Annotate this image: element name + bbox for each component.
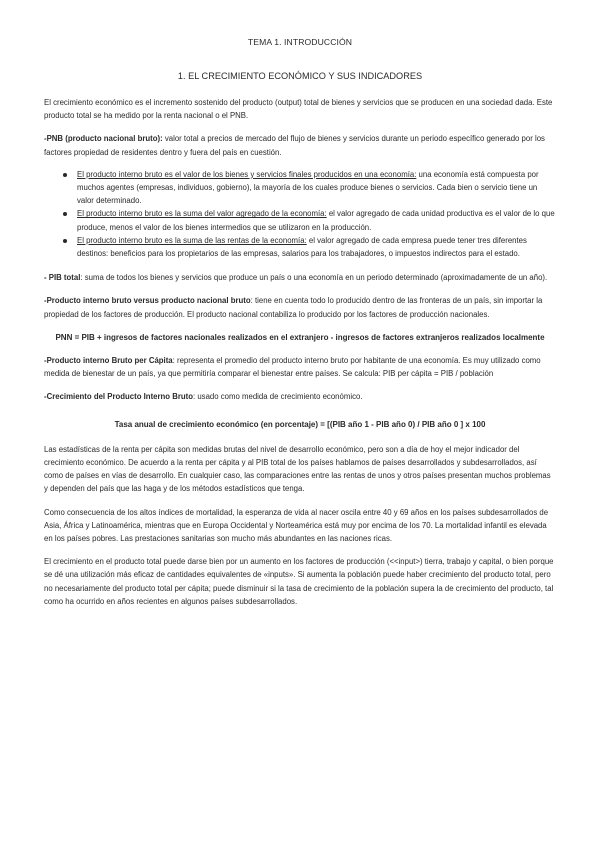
pib-per-capita-text: : representa el promedio del producto interno bruto por habitante de una economía. Es muy utilizado como medida de bienestar de un país, ya que permitiría comparar el bienestar entre países. Se calcula: PIB per cápita = PIB / población bbox=[44, 356, 541, 379]
pib-vs-pnb-text: : tiene en cuenta todo lo producido dentro de las fronteras de un país, sin importar la propiedad de los factores de producción. El producto nacional contabiliza lo producido por los factores de producción nacionales. bbox=[44, 296, 543, 319]
intro-paragraph: El crecimiento económico es el incremento sostenido del producto (output) total de bienes y servicios que se producen en una sociedad dada. Este producto total se ha medido por la renta nacional o el PNB. bbox=[44, 98, 553, 121]
pnb-text: valor total a precios de mercado del flujo de bienes y servicios durante un periodo específico generado por los factores propiedad de residentes dentro y fuera del país en cuestión. bbox=[44, 134, 545, 157]
bullet-icon bbox=[63, 239, 67, 243]
pnn-formula: PNN = PIB + ingresos de factores nacionales realizados en el extranjero - ingresos de factores extranjeros realizados localmente bbox=[55, 332, 545, 342]
mortality-paragraph: Como consecuencia de los altos índices de mortalidad, la esperanza de vida al nacer oscila entre 40 y 69 años en los países subdesarrollados de Asia, África y Latinoamérica, mientras que en Europa Occidental y Norteamérica está muy por encima de los 70. La mortalidad infantil es elevada en los países pobres. Las prestaciones sanitarias son mucho más abundantes en las naciones ricas. bbox=[44, 507, 549, 544]
pib-total-definition bbox=[44, 271, 556, 284]
pib-vs-pnb-definition bbox=[44, 294, 556, 320]
statistics-paragraph: Las estadísticas de la renta per cápita son medidas brutas del nivel de desarrollo económico, pero son a día de hoy el mejor indicador del crecimiento económico. De acuerdo a la renta per cápita y al PIB total de los países hablamos de países desarrollados y subdesarrollados, así como de países en vías de desarrollo. En cualquier caso, las comparaciones entre las rentas de unos y otros países presentan muchos problemas y dependen del país que las haga y de los métodos estadísticos que tenga. bbox=[44, 444, 551, 494]
pib-per-capita-definition bbox=[44, 354, 556, 380]
pnb-label: -PNB (producto nacional bruto): bbox=[44, 134, 163, 144]
pnb-definition bbox=[44, 132, 556, 158]
list-item bbox=[77, 234, 556, 260]
bullet-underlined: El producto interno bruto es la suma de las rentas de la economía: bbox=[77, 235, 307, 245]
bullet-text: una economía está compuesta por muchos agentes (empresas, individuos, gobierno), la mayoría de los cuales produce bienes o servicios. Cada bien o servicio tiene un valor determinado. bbox=[77, 169, 539, 206]
growth-factors-paragraph: El crecimiento en el producto total puede darse bien por un aumento en los factores de producción (<<input>) tierra, trabajo y capital, o bien porque se dé una utilización más eficaz de cantidades equivalentes de «inputs». Si aumenta la población puede haber crecimiento del producto total, pero no necesariamente del producto total per cápita; puede disminuir si la tasa de crecimiento de la población supera la de crecimiento del producto, tal como ha ocurrido en años recientes en algunos países subdesarrollados. bbox=[44, 557, 554, 606]
pib-total-text: : suma de todos los bienes y servicios que produce un país o una economía en un periodo determinado (aproximadamente de un año). bbox=[80, 273, 548, 283]
pib-vs-pnb-label: -Producto interno bruto versus producto nacional bruto bbox=[44, 296, 251, 306]
bullet-text: el valor agregado de cada unidad productiva es el valor de lo que produce, menos el valor de los bienes intermedios que se utilizaron en la producción. bbox=[77, 209, 555, 232]
growth-rate-formula: Tasa anual de crecimiento económico (en porcentaje) = [(PIB año 1 - PIB año 0) / PIB año 0 ] x 100 bbox=[114, 419, 486, 429]
pib-growth-text: : usado como medida de crecimiento económico. bbox=[193, 392, 363, 402]
section-title: 1. EL CRECIMIENTO ECONÓMICO Y SUS INDICADORES bbox=[177, 71, 423, 81]
bullet-text: el valor agregado de cada empresa puede tener tres diferentes destinos: beneficios para los propietarios de las empresas, salarios para los trabajadores, o impuestos indirectos para el estado. bbox=[77, 235, 527, 259]
bullet-icon bbox=[63, 212, 67, 216]
document-title: TEMA 1. INTRODUCCIÓN bbox=[247, 37, 353, 47]
pib-per-capita-label: -Producto interno Bruto per Cápita bbox=[44, 356, 173, 366]
bullet-underlined: El producto interno bruto es el valor de los bienes y servicios finales producidos en una economía: bbox=[77, 169, 417, 179]
pib-bullet-list bbox=[44, 168, 556, 260]
list-item bbox=[77, 207, 556, 233]
pib-growth-label: -Crecimiento del Producto Interno Bruto bbox=[44, 392, 194, 402]
bullet-icon bbox=[63, 173, 67, 177]
list-item bbox=[77, 168, 556, 208]
pib-growth-definition bbox=[44, 390, 556, 403]
bullet-underlined: El producto interno bruto es la suma del valor agregado de la economía: bbox=[77, 209, 327, 219]
pib-total-label: - PIB total bbox=[44, 273, 81, 283]
